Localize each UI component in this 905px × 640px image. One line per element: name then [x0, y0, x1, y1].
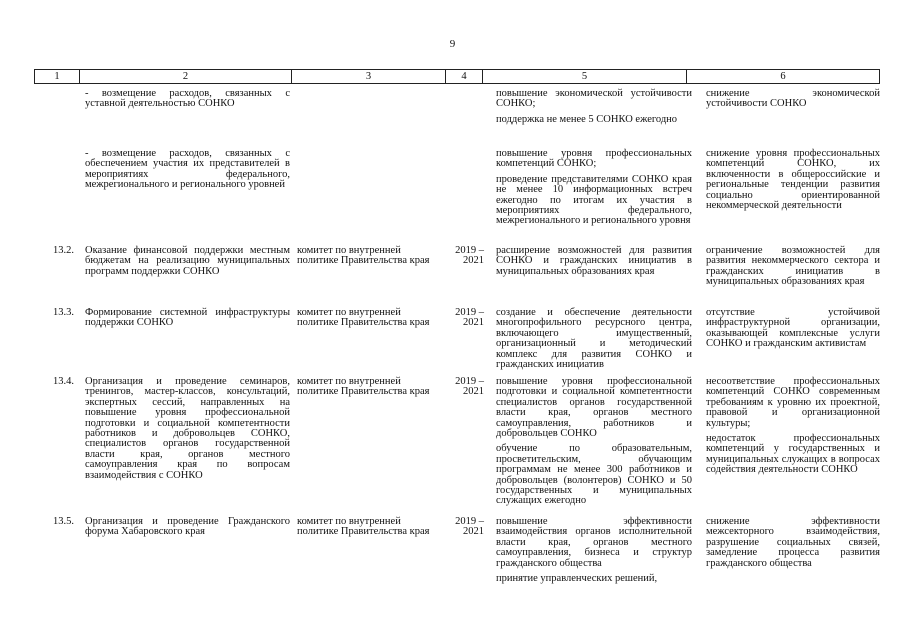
result-item: повышение уровня профессиональных компетенций СОНКО;	[496, 148, 692, 170]
column-header-4: 4	[446, 70, 483, 83]
risk-cell	[706, 517, 880, 574]
result-item: создание и обеспечение деятельности многопрофильного ресурсного центра, включающего имущественный, организационный и методический комплекс для развития СОНКО и гражданских инициатив	[496, 307, 692, 371]
result-item: проведение представителями СОНКО края не менее 10 информационных встреч ежегодно по итогам их участия в мероприятиях федерального, межрегионального и регионального уровня	[496, 173, 692, 227]
action-cell: Организация и проведение семинаров, тренингов, мастер-классов, консультаций, экспертных сессий, направленных на повышение уровня профессиональной подготовки и социальной компетентности работников и добровольцев СОНКО, специалистов органов государственной власти края, органов местного самоуправления края по вопросам взаимодействия с СОНКО	[85, 376, 290, 481]
row-number: 13.4.	[53, 376, 74, 387]
column-header-2: 2	[80, 70, 292, 83]
risk-cell	[706, 246, 880, 293]
page-number: 9	[449, 38, 456, 50]
row-number: 13.2.	[53, 245, 74, 256]
action-cell: Формирование системной инфраструктуры поддержки СОНКО	[85, 307, 290, 329]
row-number: 13.5.	[53, 516, 74, 527]
result-cell	[496, 377, 692, 512]
risk-cell	[706, 149, 880, 216]
risk-item: снижение эффективности межсекторного взаимодействия, разрушение социальных связей, замедление процесса развития гражданского общества	[706, 516, 880, 569]
executor-cell: комитет по внутренней политике Правительства края	[297, 516, 430, 538]
table-header-row	[34, 69, 880, 84]
result-item: повышение экономической устойчивости СОНКО;	[496, 88, 692, 110]
term-cell: 2019 – 2021	[455, 376, 484, 398]
risk-item: снижение экономической устойчивости СОНКО	[706, 88, 880, 110]
risk-item: недостаток профессиональных компетенций у государственных и муниципальных служащих в вопросах содействия деятельности СОНКО	[706, 433, 880, 476]
risk-item: ограничение возможностей для развития некоммерческого сектора и гражданских инициатив в муниципальных образованиях края	[706, 245, 880, 288]
term-cell: 2019 – 2021	[455, 516, 484, 538]
column-header-1: 1	[35, 70, 80, 83]
row-number: 13.3.	[53, 307, 74, 318]
executor-cell: комитет по внутренней политике Правительства края	[297, 376, 430, 398]
term-cell: 2019 – 2021	[455, 245, 484, 267]
risk-cell	[706, 308, 880, 355]
result-cell	[496, 517, 692, 589]
executor-cell: комитет по внутренней политике Правительства края	[297, 245, 430, 267]
column-header-6: 6	[780, 71, 786, 82]
risk-cell	[706, 377, 880, 481]
result-cell	[496, 89, 692, 130]
result-item: повышение уровня профессиональной подготовки и социальной компетентности специалистов органов государственной власти края, органов местного самоуправления, работников и добровольцев СОНКО	[496, 376, 692, 440]
action-cell: - возмещение расходов, связанных с уставной деятельностью СОНКО	[85, 88, 290, 110]
risk-item: несоответствие профессиональных компетенций СОНКО современным требованиям к уровню их проектной, правовой и организационной культуры;	[706, 376, 880, 429]
executor-cell: комитет по внутренней политике Правительства края	[297, 307, 430, 329]
risk-item: отсутствие устойчивой инфраструктурной организации, оказывающей комплексные услуги СОНКО и гражданским активистам	[706, 307, 880, 350]
action-cell: - возмещение расходов, связанных с обеспечением участия их представителей в мероприятиях федерального, межрегионального и регионального уровней	[85, 148, 290, 191]
result-cell	[496, 308, 692, 375]
risk-item: снижение уровня профессиональных компетенций СОНКО, их включенности в общероссийские и региональные тенденции развития социально ориентированной некоммерческой деятельности	[706, 148, 880, 212]
column-header-3: 3	[292, 70, 446, 83]
column-header-5: 5	[483, 70, 687, 83]
result-item: поддержка не менее 5 СОНКО ежегодно	[496, 113, 678, 125]
action-cell: Организация и проведение Гражданского форума Хабаровского края	[85, 516, 290, 538]
risk-cell	[706, 89, 880, 115]
result-item: обучение по образовательным, просветительским, обучающим программам не менее 300 работников и добровольцев (волонтеров) СОНКО и 50 государственных и муниципальных служащих ежегодно	[496, 443, 692, 507]
result-item: расширение возможностей для развития СОНКО и гражданских инициатив в муниципальных образованиях края	[496, 245, 692, 277]
action-cell: Оказание финансовой поддержки местным бюджетам на реализацию муниципальных программ поддержки СОНКО	[85, 245, 290, 277]
result-item: принятие управленческих решений,	[496, 573, 658, 585]
result-cell	[496, 246, 692, 282]
term-cell: 2019 – 2021	[455, 307, 484, 329]
result-cell	[496, 149, 692, 232]
result-item: повышение эффективности взаимодействия органов исполнительной власти края, органов местного самоуправления, бизнеса и структур гражданского общества	[496, 516, 692, 569]
